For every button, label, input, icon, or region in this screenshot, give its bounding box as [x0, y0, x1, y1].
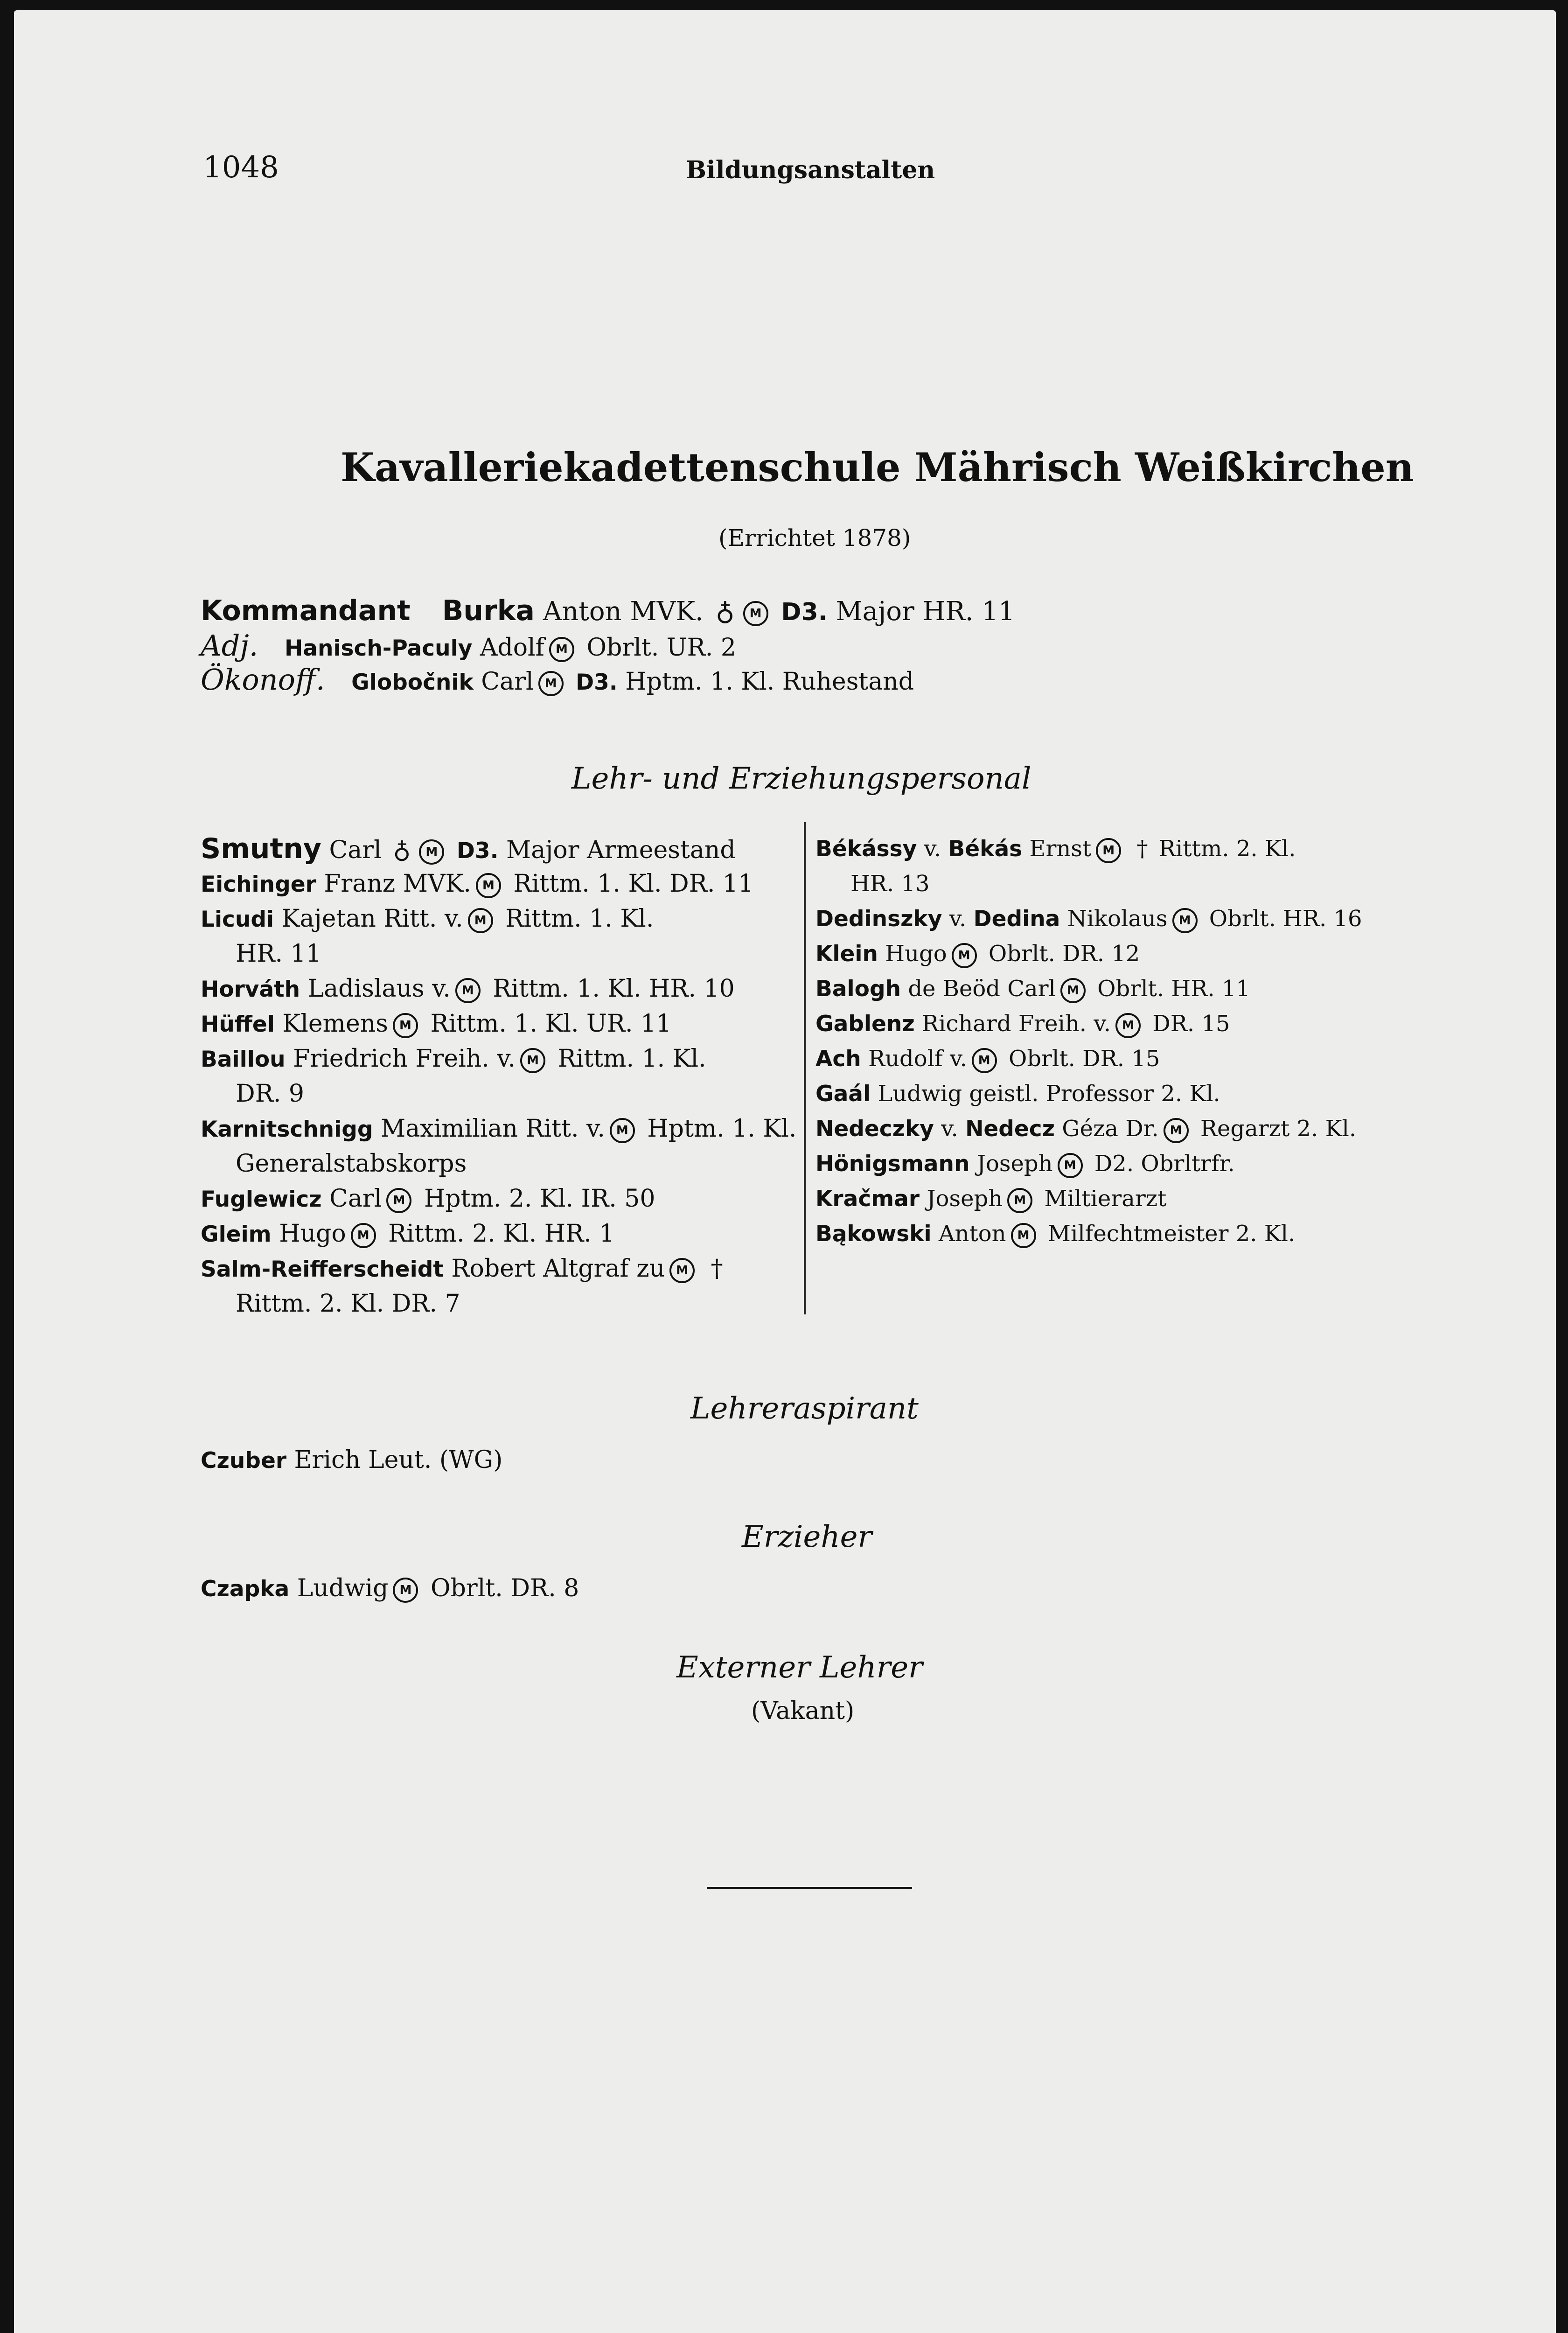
closing-rule — [707, 1887, 912, 1889]
externer-heading: Externer Lehrer — [676, 1650, 923, 1685]
person-name: Gleim — [201, 1222, 272, 1247]
rank-detail: Obrlt. DR. 8 — [431, 1574, 579, 1602]
rank-detail: Rittm. 2. Kl. — [1158, 836, 1296, 862]
rank-detail: Major Armeestand — [506, 836, 736, 864]
rank-detail: Rittm. 1. Kl. DR. 11 — [513, 870, 754, 898]
person-name: Kračmar — [815, 1186, 920, 1212]
person-name: Hanisch-Paculy — [284, 636, 473, 661]
person-name: Hönigsmann — [815, 1151, 970, 1177]
m-badge-icon: M — [1164, 1118, 1189, 1143]
rank-detail: Rittm. 1. Kl. — [505, 905, 654, 933]
order-cross-icon: ♁ — [715, 596, 735, 627]
staff-entry — [201, 1251, 727, 1287]
m-badge-icon: M — [952, 943, 977, 968]
staff-entry — [815, 1041, 1160, 1076]
person-detail: Joseph — [927, 1186, 1003, 1212]
m-badge-icon: M — [1011, 1223, 1036, 1248]
person-detail: Klemens — [282, 1010, 388, 1038]
staff-entry-continuation: HR. 11 — [236, 940, 321, 968]
person-name: Salm-Reifferscheidt — [201, 1257, 444, 1282]
person-name: Ach — [815, 1046, 861, 1072]
person-detail: Carl — [329, 836, 382, 864]
person-detail: Franz MVK. — [324, 870, 471, 898]
decoration-label: D3. — [781, 598, 828, 626]
document-page — [14, 10, 1556, 2333]
person-name: Eichinger — [201, 872, 316, 897]
m-badge-icon: M — [1058, 1153, 1083, 1178]
person-detail: Richard Freih. v. — [922, 1011, 1111, 1037]
person-name: Bąkowski — [815, 1221, 932, 1247]
person-name: Horváth — [201, 977, 300, 1002]
staff-entry — [815, 901, 1362, 936]
rank-detail: Obrlt. UR. 2 — [586, 634, 736, 662]
m-badge-icon: M — [972, 1048, 997, 1073]
erzieher-entry — [201, 1571, 579, 1607]
person-detail: Carl — [481, 668, 534, 696]
m-badge-icon: M — [1060, 978, 1086, 1003]
m-badge-icon: M — [549, 637, 574, 662]
staff-entry — [201, 831, 736, 868]
rank-detail: Miltierarzt — [1044, 1186, 1167, 1212]
staff-entry — [201, 866, 753, 902]
m-badge-icon: M — [386, 1188, 411, 1213]
order-cross-icon: ♁ — [393, 836, 411, 864]
person-name: Gaál — [815, 1081, 871, 1107]
m-badge-icon: M — [538, 671, 564, 696]
person-detail: v. — [949, 906, 967, 932]
command-row — [201, 663, 914, 700]
role-label: Ökonoff. — [201, 663, 325, 697]
section-title: Kavalleriekadettenschule Mährisch Weißkirchen — [341, 444, 1414, 490]
m-badge-icon: M — [393, 1013, 418, 1038]
m-badge-icon: M — [1115, 1013, 1141, 1038]
person-name: Karnitschnigg — [201, 1117, 373, 1142]
person-name: Balogh — [815, 976, 901, 1002]
person-name: Hüffel — [201, 1012, 275, 1037]
person-name: Békássy — [815, 836, 917, 862]
staff-heading: Lehr- und Erziehungspersonal — [571, 761, 1031, 796]
person-detail: Kajetan Ritt. v. — [281, 905, 463, 933]
person-name: Globočnik — [351, 670, 474, 695]
staff-entry — [815, 1216, 1295, 1251]
m-badge-icon: M — [1096, 838, 1121, 863]
person-name: Burka — [442, 594, 535, 627]
person-detail: v. — [941, 1116, 958, 1142]
staff-entry — [815, 1006, 1230, 1041]
person-detail: Ludwig — [297, 1574, 389, 1602]
m-badge-icon: M — [393, 1578, 418, 1603]
command-row — [201, 594, 1015, 629]
rank-detail: Rittm. 1. Kl. HR. 10 — [493, 975, 735, 1003]
person-detail: Adolf — [480, 634, 544, 662]
person-name: Smutny — [201, 832, 321, 865]
externer-vakant: (Vakant) — [751, 1697, 855, 1725]
person-detail: Ladislaus v. — [307, 975, 451, 1003]
m-badge-icon: M — [455, 978, 481, 1003]
person-detail: de Beöd Carl — [908, 976, 1056, 1002]
rank-detail: Rittm. 2. Kl. HR. 1 — [388, 1220, 615, 1248]
m-badge-icon: M — [1172, 908, 1198, 933]
decoration-label: D3. — [576, 670, 618, 695]
person-name: Nedecz — [965, 1116, 1055, 1142]
subtitle: (Errichtet 1878) — [718, 524, 911, 552]
person-detail: v. — [924, 836, 941, 862]
rank-detail: DR. 15 — [1152, 1011, 1230, 1037]
staff-entry — [815, 936, 1140, 971]
person-detail: Joseph — [976, 1151, 1053, 1177]
staff-entry — [815, 831, 1296, 866]
person-name: Békás — [948, 836, 1023, 862]
staff-entry — [815, 1181, 1166, 1216]
rank-detail: Hptm. 1. Kl. Ruhestand — [625, 668, 914, 696]
m-badge-icon: M — [351, 1223, 376, 1248]
running-title: Bildungsanstalten — [686, 156, 935, 184]
person-detail: Hugo — [885, 941, 947, 967]
rank-detail: Obrlt. DR. 15 — [1008, 1046, 1160, 1072]
lehreraspirant-entry — [201, 1443, 502, 1478]
person-detail: Géza Dr. — [1062, 1116, 1159, 1142]
m-badge-icon: M — [610, 1118, 635, 1143]
staff-entry-continuation: HR. 13 — [850, 871, 930, 897]
staff-entry — [815, 1111, 1356, 1146]
person-name: Dedina — [973, 906, 1060, 932]
staff-entry-continuation: Rittm. 2. Kl. DR. 7 — [236, 1290, 460, 1318]
staff-entry — [201, 971, 735, 1007]
m-badge-icon: M — [1007, 1188, 1032, 1213]
staff-entry-continuation: Generalstabskorps — [236, 1150, 467, 1178]
staff-entry — [201, 1181, 655, 1217]
person-detail: Hugo — [279, 1220, 346, 1248]
person-detail: Anton MVK. — [543, 596, 704, 627]
staff-entry — [815, 971, 1250, 1006]
rank-detail: Rittm. 1. Kl. UR. 11 — [430, 1010, 672, 1038]
person-detail: Anton — [938, 1221, 1006, 1247]
column-divider — [804, 822, 806, 1314]
person-name: Klein — [815, 941, 878, 967]
staff-entry — [201, 1006, 671, 1042]
person-name: Fuglewicz — [201, 1187, 322, 1212]
rank-detail: Rittm. 1. Kl. — [558, 1045, 706, 1073]
m-badge-icon: M — [476, 873, 501, 898]
role-label: Kommandant — [201, 594, 411, 627]
staff-entry — [201, 1111, 796, 1147]
person-detail: Rudolf v. — [868, 1046, 967, 1072]
person-detail: Erich Leut. (WG) — [294, 1446, 503, 1474]
person-name: Dedinszky — [815, 906, 942, 932]
staff-entry — [201, 1041, 706, 1077]
person-name: Nedeczky — [815, 1116, 934, 1142]
person-detail: Nikolaus — [1067, 906, 1168, 932]
person-detail: Ernst — [1029, 836, 1092, 862]
dagger-icon: † — [1136, 836, 1148, 862]
person-detail: Ludwig geistl. Professor 2. Kl. — [878, 1081, 1220, 1107]
person-name: Czapka — [201, 1576, 290, 1602]
rank-detail: Hptm. 2. Kl. IR. 50 — [424, 1185, 655, 1213]
command-row — [201, 629, 736, 666]
person-name: Licudi — [201, 907, 274, 932]
m-badge-icon: M — [743, 601, 768, 626]
m-badge-icon: M — [669, 1258, 695, 1283]
staff-entry — [201, 1216, 614, 1252]
rank-detail: Milfechtmeister 2. Kl. — [1047, 1221, 1296, 1247]
staff-entry — [201, 901, 654, 937]
erzieher-heading: Erzieher — [742, 1520, 872, 1554]
rank-detail: Obrltrfr. — [1141, 1151, 1235, 1177]
staff-entry — [815, 1076, 1220, 1111]
person-name: Baillou — [201, 1047, 286, 1072]
rank-detail: Hptm. 1. Kl. — [647, 1115, 797, 1143]
person-name: Czuber — [201, 1448, 287, 1474]
staff-entry-continuation: DR. 9 — [236, 1080, 304, 1108]
page-number: 1048 — [203, 150, 279, 185]
decoration-label: D2. — [1094, 1151, 1134, 1177]
rank-detail: Obrlt. HR. 16 — [1209, 906, 1362, 932]
role-label: Adj. — [201, 629, 258, 663]
person-detail: Robert Altgraf zu — [451, 1255, 665, 1283]
rank-detail: Major HR. 11 — [836, 596, 1015, 627]
rank-detail: Regarzt 2. Kl. — [1200, 1116, 1357, 1142]
m-badge-icon: M — [520, 1048, 545, 1073]
m-badge-icon: M — [468, 908, 493, 933]
person-detail: Friedrich Freih. v. — [293, 1045, 516, 1073]
person-detail: Carl — [329, 1185, 382, 1213]
person-detail: Maximilian Ritt. v. — [381, 1115, 605, 1143]
rank-detail: Obrlt. HR. 11 — [1097, 976, 1250, 1002]
dagger-icon: † — [711, 1255, 723, 1283]
person-name: Gablenz — [815, 1011, 915, 1037]
rank-detail: Obrlt. DR. 12 — [988, 941, 1140, 967]
decoration-label: D3. — [456, 838, 499, 864]
staff-entry — [815, 1146, 1235, 1181]
lehreraspirant-heading: Lehreraspirant — [690, 1391, 919, 1426]
m-badge-icon: M — [419, 839, 444, 865]
